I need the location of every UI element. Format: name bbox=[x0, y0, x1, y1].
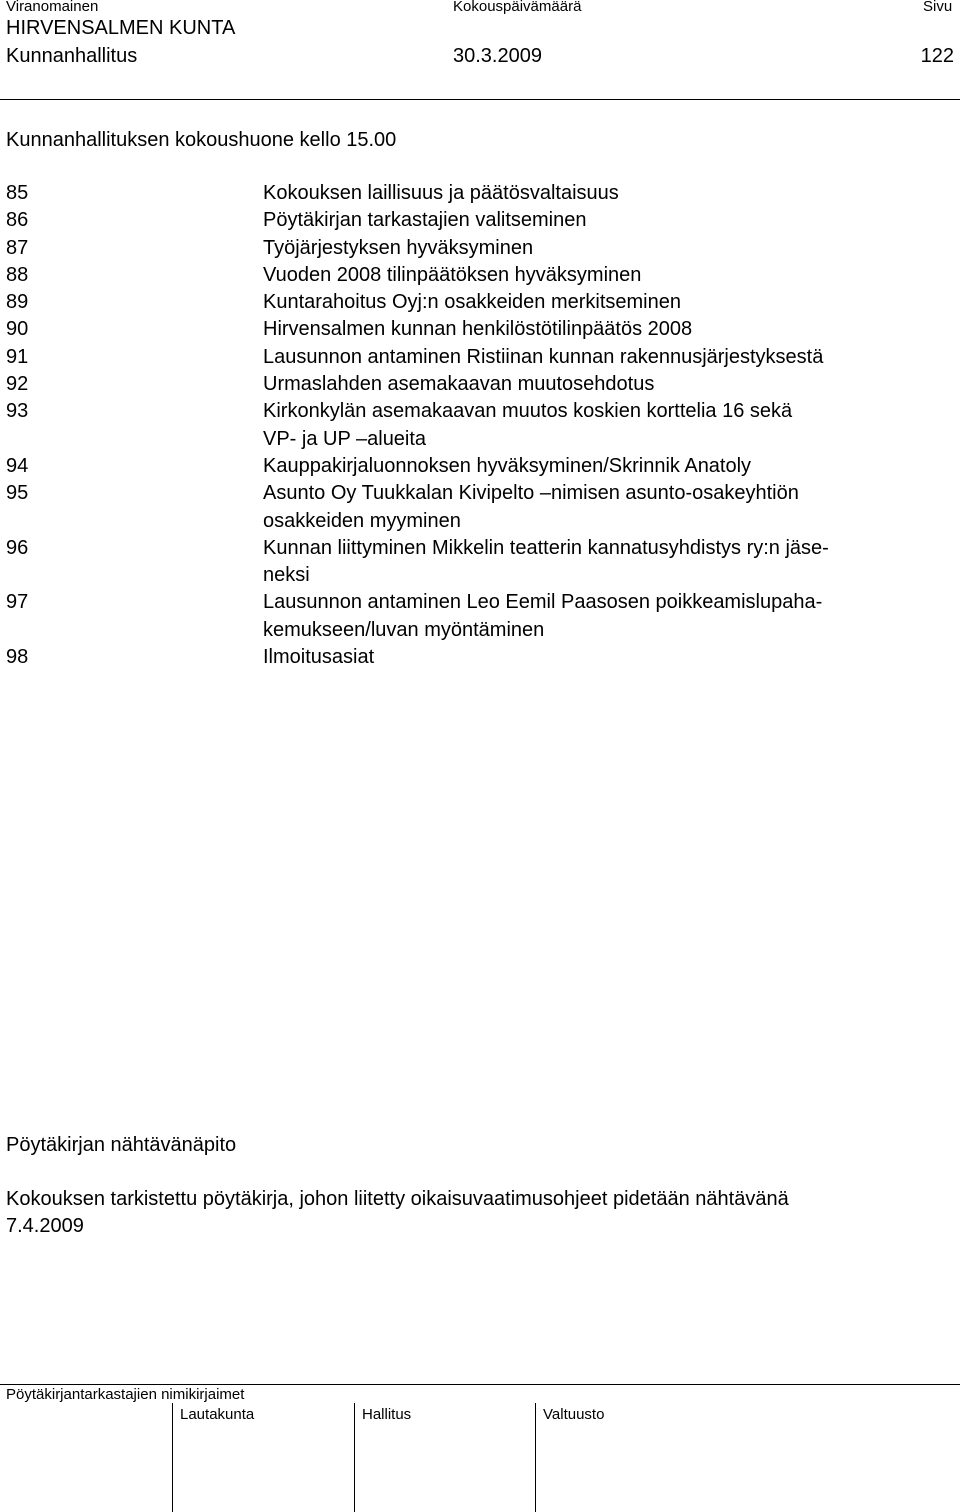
authority-label: Viranomainen bbox=[6, 0, 99, 15]
agenda-item bbox=[6, 480, 956, 535]
agenda-item-title: Hirvensalmen kunnan henkilöstötilinpäätös 2008 bbox=[263, 318, 693, 341]
agenda-item bbox=[6, 262, 956, 289]
agenda-item bbox=[6, 644, 956, 671]
agenda-item bbox=[6, 180, 956, 207]
agenda-item bbox=[6, 535, 956, 590]
agenda-item-number: 86 bbox=[6, 209, 29, 232]
agenda-item bbox=[6, 589, 956, 644]
page-label: Sivu bbox=[923, 0, 953, 15]
footer-government-label: Hallitus bbox=[362, 1406, 412, 1423]
agenda-item-title: Kunnan liittyminen Mikkelin teatterin kannatusyhdistys ry:n jäse- neksi bbox=[263, 536, 829, 587]
footer-board-label: Lautakunta bbox=[180, 1406, 255, 1423]
agenda-item bbox=[6, 235, 956, 262]
agenda-item bbox=[6, 344, 956, 371]
agenda-item bbox=[6, 316, 956, 343]
agenda-item-title: Ilmoitusasiat bbox=[263, 646, 375, 669]
agenda-item-title: Kauppakirjaluonnoksen hyväksyminen/Skrinnik Anatoly bbox=[263, 454, 752, 477]
agenda-item-number: 96 bbox=[6, 536, 29, 559]
agenda-item-number: 98 bbox=[6, 646, 29, 669]
agenda-item-number: 85 bbox=[6, 182, 29, 204]
display-text-line-2: 7.4.2009 bbox=[6, 1215, 84, 1237]
agenda-item-title: Lausunnon antaminen Ristiinan kunnan rakennusjärjestyksestä bbox=[263, 345, 824, 368]
agenda-item-title: Lausunnon antaminen Leo Eemil Paasosen poikkeamislupaha- kemukseen/luvan myöntäminen bbox=[263, 591, 823, 641]
agenda-item bbox=[6, 207, 956, 234]
governing-body: Kunnanhallitus bbox=[6, 45, 138, 67]
footer-divider bbox=[0, 1384, 960, 1385]
agenda-item-number: 95 bbox=[6, 482, 29, 505]
footer-column-divider-1 bbox=[172, 1403, 173, 1512]
agenda-item-title: Asunto Oy Tuukkalan Kivipelto –nimisen asunto-osakeyhtiön osakkeiden myyminen bbox=[263, 482, 799, 532]
agenda-item-number: 91 bbox=[6, 345, 29, 368]
agenda-item-number: 87 bbox=[6, 236, 29, 259]
organization-name: HIRVENSALMEN KUNTA bbox=[6, 17, 236, 39]
meeting-place: Kunnanhallituksen kokoushuone kello 15.00 bbox=[6, 129, 397, 151]
meeting-date-label: Kokouspäivämäärä bbox=[453, 0, 582, 15]
display-heading: Pöytäkirjan nähtävänäpito bbox=[6, 1134, 237, 1156]
agenda-item-number: 97 bbox=[6, 591, 29, 614]
agenda-item-title: Urmaslahden asemakaavan muutosehdotus bbox=[263, 373, 655, 396]
agenda-item-number: 89 bbox=[6, 291, 29, 314]
footer-column-divider-2 bbox=[354, 1403, 355, 1512]
agenda-item-number: 92 bbox=[6, 373, 29, 396]
agenda-item-title: Pöytäkirjan tarkastajien valitseminen bbox=[263, 209, 587, 232]
agenda-item-number: 93 bbox=[6, 400, 29, 423]
agenda-item bbox=[6, 453, 956, 480]
agenda-item-title: Kuntarahoitus Oyj:n osakkeiden merkitseminen bbox=[263, 291, 681, 314]
agenda-item-title: Vuoden 2008 tilinpäätöksen hyväksyminen bbox=[263, 263, 642, 286]
display-text-line-1: Kokouksen tarkistettu pöytäkirja, johon liitetty oikaisuvaatimusohjeet pidetään nähtävänä bbox=[6, 1188, 789, 1210]
agenda-item-number: 88 bbox=[6, 263, 29, 286]
agenda-item-number: 90 bbox=[6, 318, 29, 341]
agenda-item bbox=[6, 371, 956, 398]
agenda-item-title: Kirkonkylän asemakaavan muutos koskien korttelia 16 sekä VP- ja UP –alueita bbox=[263, 400, 793, 450]
agenda-item bbox=[6, 398, 956, 453]
meeting-date: 30.3.2009 bbox=[453, 45, 542, 67]
header-divider bbox=[0, 99, 960, 100]
footer-column-divider-3 bbox=[535, 1403, 536, 1512]
agenda-list bbox=[6, 180, 956, 671]
agenda-item-title: Kokouksen laillisuus ja päätösvaltaisuus bbox=[263, 182, 619, 204]
signatures-label: Pöytäkirjantarkastajien nimikirjaimet bbox=[6, 1386, 245, 1403]
page-number: 122 bbox=[920, 45, 954, 67]
agenda-item-number: 94 bbox=[6, 454, 29, 477]
agenda-item bbox=[6, 289, 956, 316]
footer-council-label: Valtuusto bbox=[543, 1406, 605, 1423]
agenda-item-title: Työjärjestyksen hyväksyminen bbox=[263, 236, 534, 259]
